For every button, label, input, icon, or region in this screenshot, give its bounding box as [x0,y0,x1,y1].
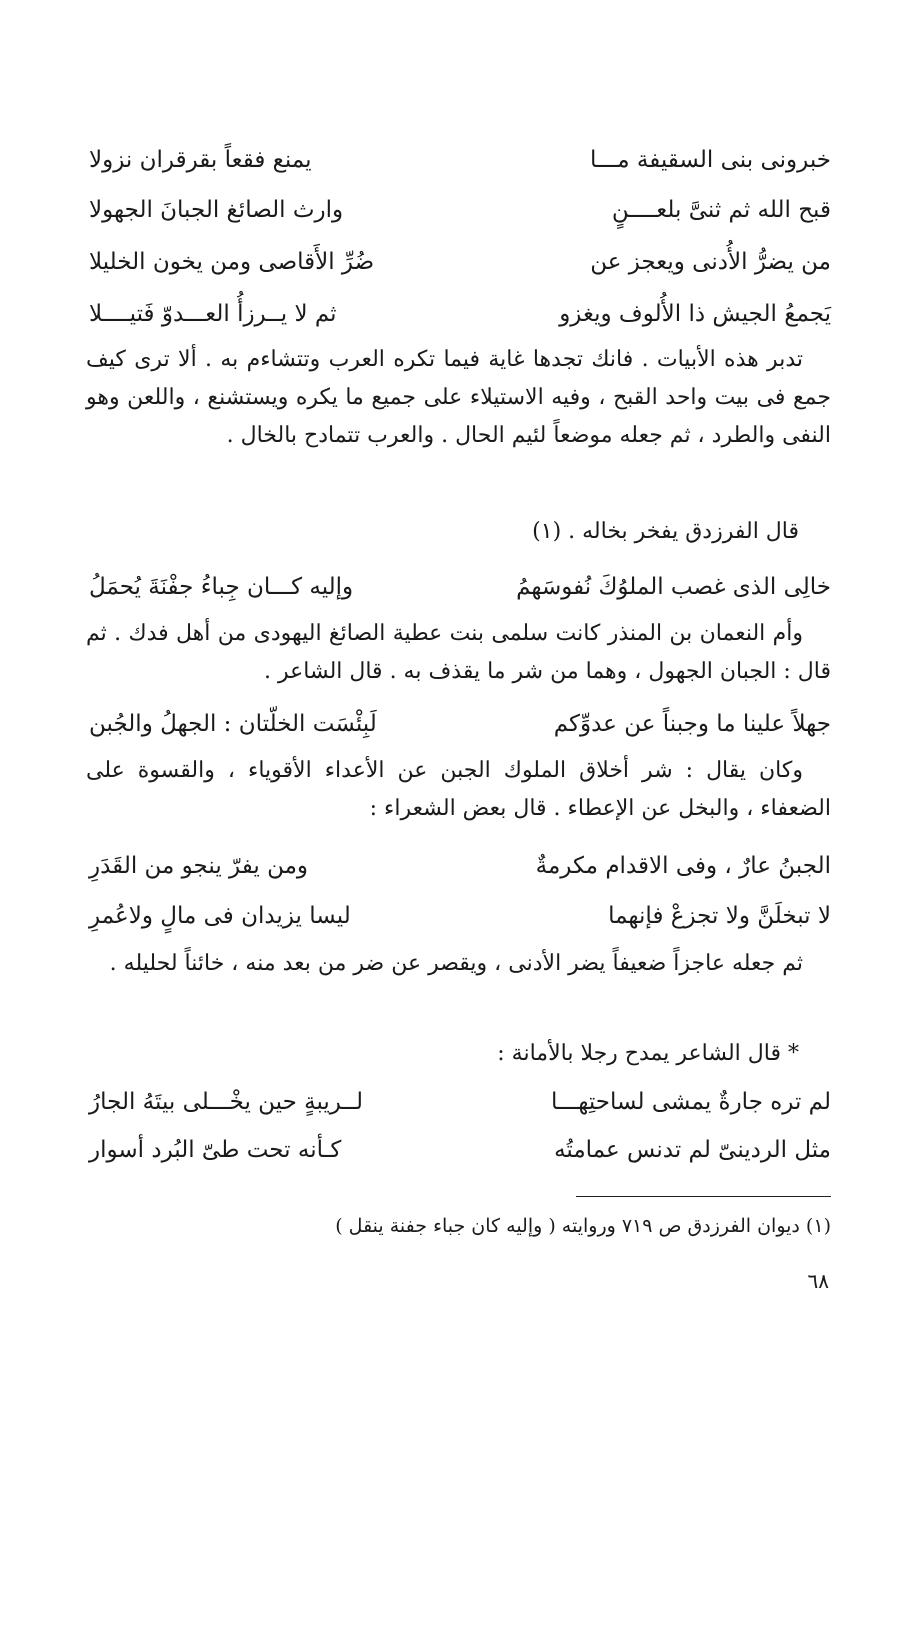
poem1-verse-1 [89,140,831,180]
paragraph-4: ثم جعله عاجزاً ضعيفاً يضر الأدنى ، ويقصر عن ضر من بعد منه ، خائناً لحليله . [109,951,803,976]
poem1-verse-3 [89,242,831,282]
section-heading-farazdaq: قال الفرزدق يفخر بخاله . (١) [532,519,799,544]
footnote-divider [576,1196,831,1197]
paragraph-1: تدبر هذه الأبيات . فانك تجدها غاية فيما تكره العرب وتتشاءم به . ألا ترى كيف جمع فى بيت واحد القبح ، وفيه الاستيلاء على جميع ما يكره ويستشنع ، واللعن وهو النفى والطرد ، ثم جعله موضعاً لئيم الحال . والعرب تتمادح بالخال . [86,347,831,448]
poem5-verse-2 [89,1130,831,1170]
hemistich-second: ليسا يزيدان فى مالٍ ولاعُمرِ [89,903,351,929]
hemistich-first: الجبنُ عارٌ ، وفى الاقدام مكرمةٌ [535,853,831,879]
poem1-verse-4 [89,294,831,334]
hemistich-second: ضُرِّ الأَقاصى ومن يخون الخليلا [89,249,375,275]
hemistich-first: من يضرُّ الأُدنى ويعجز عن [590,249,831,275]
footnote: (١) ديوان الفرزدق ص ٧١٩ وروايته ( وإليه كان جباء جفنة ينقل ) [335,1215,831,1237]
hemistich-second: لَبِئْسَت الخلّتان : الجهلُ والجُبن [89,711,377,737]
hemistich-second: وارث الصائغ الجبانَ الجهولا [89,197,344,223]
hemistich-first: خالِى الذى غصب الملوُكَ نُفوسَهمُ [516,574,831,600]
hemistich-second: لــريبةٍ حين يخْـــلى بيتَهُ الجارُ [89,1089,363,1115]
poem4-verse-2 [89,896,831,936]
page-number: ٦٨ [807,1269,829,1293]
verse-farazdaq [89,567,831,607]
hemistich-second: ثم لا يــرزأُ العـــدوّ فَتيــــلا [89,301,337,327]
poem4-verse-1 [89,846,831,886]
hemistich-first: جهلاً علينا ما وجبناً عن عدوِّكم [553,711,831,737]
section-heading-amana: * قال الشاعر يمدح رجلا بالأمانة : [497,1041,799,1066]
verse-poet [89,704,831,744]
hemistich-first: خبرونى بنى السقيفة مـــا [590,147,831,173]
hemistich-first: مثل الردينىّ لم تدنس عمامتُه [554,1137,831,1163]
poem5-verse-1 [89,1082,831,1122]
paragraph-3: وكان يقال : شر أخلاق الملوك الجبن عن الأعداء الأقوياء ، والقسوة على الضعفاء ، والبخل عن الإعطاء . قال بعض الشعراء : [86,758,831,821]
paragraph-2: وأم النعمان بن المنذر كانت سلمى بنت عطية الصائغ اليهودى من أهل فدك . ثم قال : الجبان الجهول ، وهما من شر ما يقذف به . قال الشاعر . [86,621,831,684]
hemistich-first: لا تبخلَنَّ ولا تجزعْ فإنهما [608,903,831,929]
hemistich-first: قبح الله ثم ثنىَّ بلعــــنٍ [611,197,831,223]
hemistich-second: يمنع فقعاً بقرقران نزولا [89,147,312,173]
hemistich-first: لم تره جارةٌ يمشى لساحتِهـــا [551,1089,831,1115]
hemistich-second: وإليه كـــان جِباءُ جفْنَةَ يُحمَلُ [89,574,354,600]
hemistich-second: ومن يفرّ ينجو من القَدَرِ [89,853,309,879]
hemistich-first: يَجمعُ الجيش ذا الأُلوف ويغزو [559,301,831,327]
hemistich-second: كـأنه تحت طىّ البُرد أسوار [89,1137,342,1163]
poem1-verse-2 [89,190,831,230]
